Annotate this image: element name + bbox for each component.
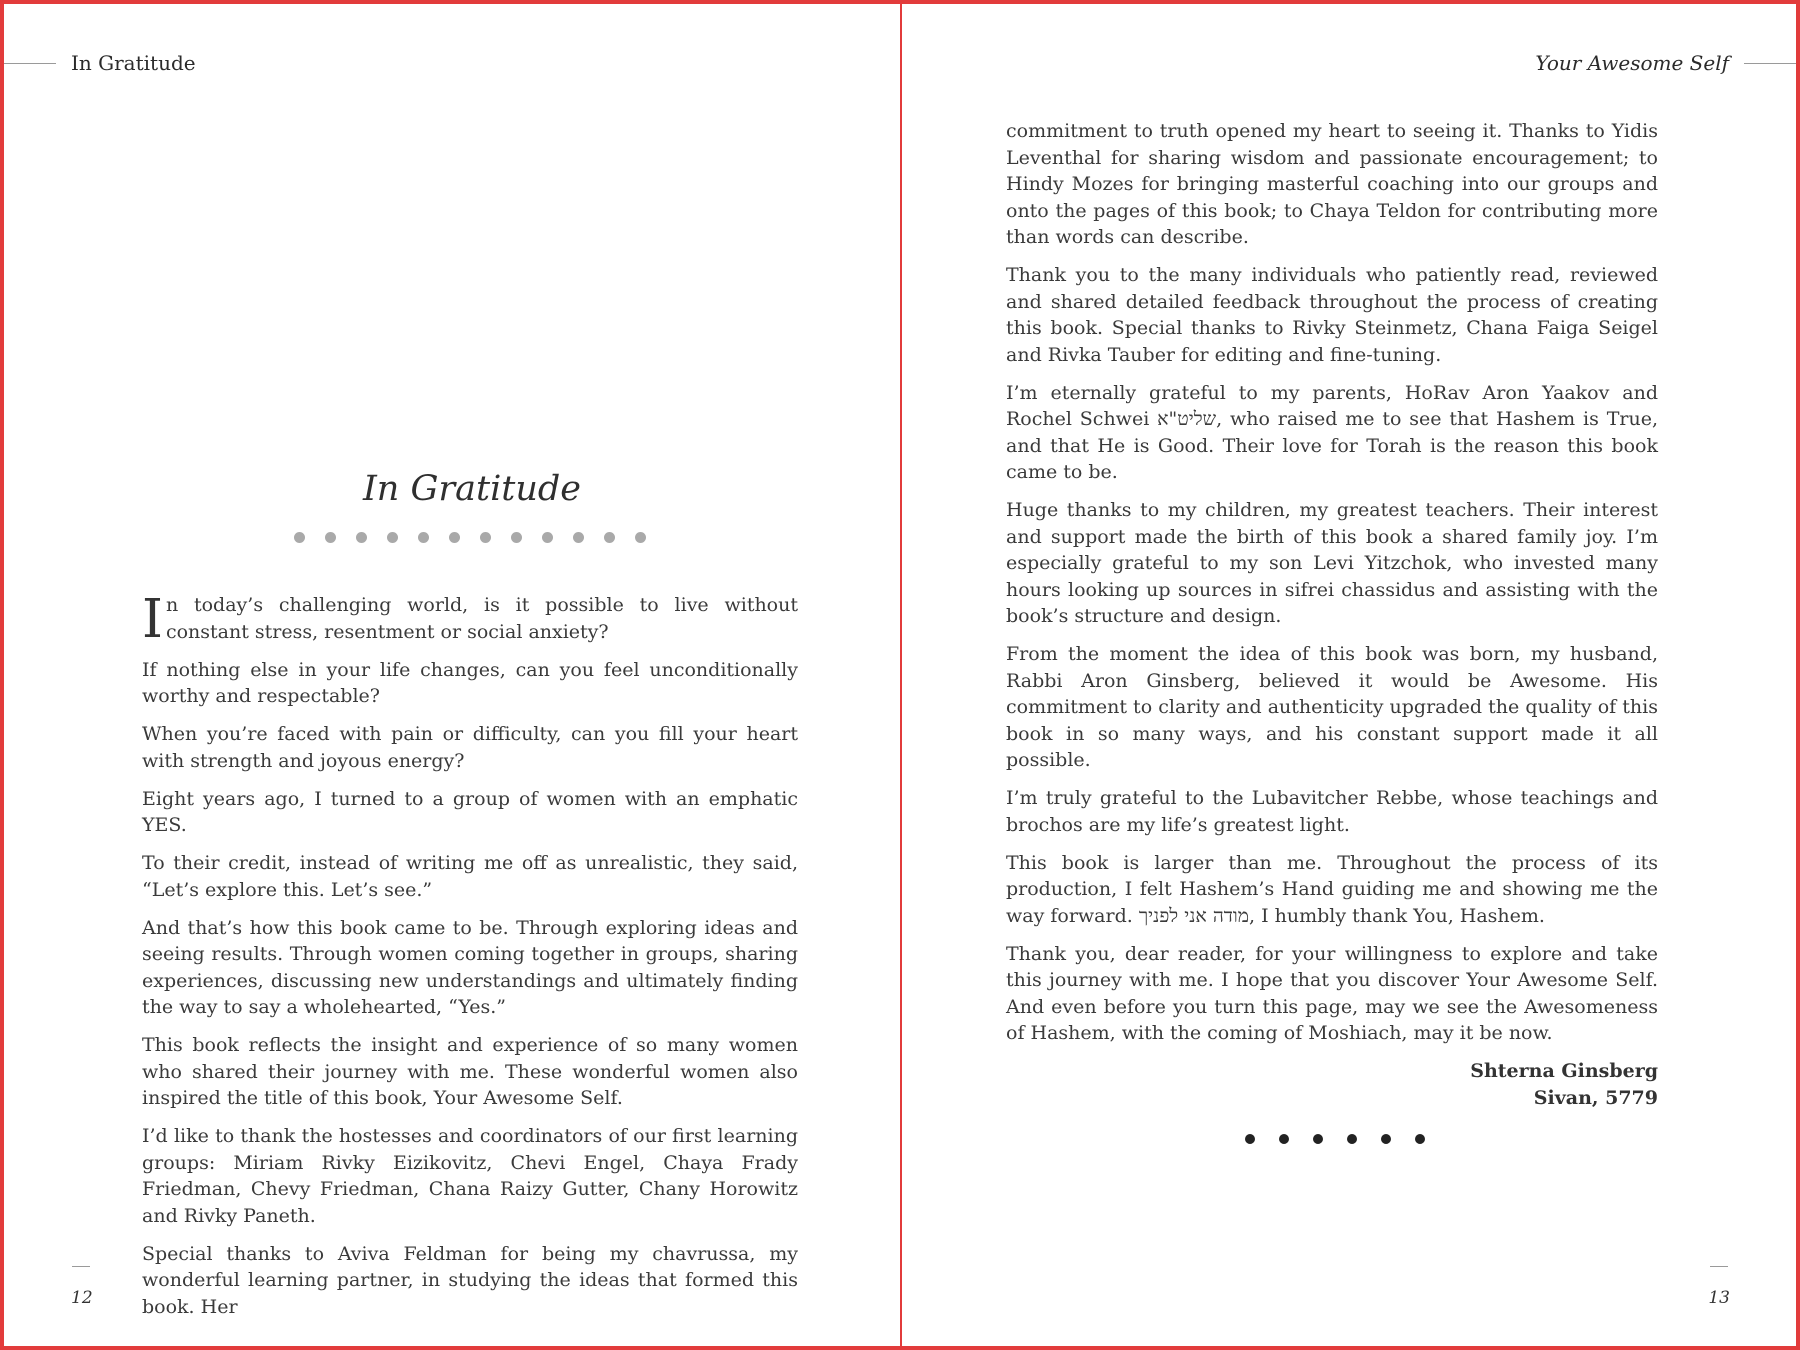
ornament-dot bbox=[480, 532, 491, 543]
chapter-title: In Gratitude bbox=[362, 469, 582, 510]
ornament-dot bbox=[1415, 1134, 1425, 1144]
ornament-dot bbox=[542, 532, 553, 543]
paragraph: I’m eternally grateful to my parents, HoRav Aron Yaakov and Rochel Schwei שליט"א, who raised me to see that Hashem is True, and that He is Good. Their love for Torah is the reason this book came to be. bbox=[1006, 381, 1658, 483]
paragraph: Eight years ago, I turned to a group of women with an emphatic YES. bbox=[142, 787, 798, 836]
page-number-rule bbox=[72, 1266, 90, 1267]
ornament-dot bbox=[294, 532, 305, 543]
paragraph: When you’re faced with pain or difficulty, can you fill your heart with strength and joyous energy? bbox=[142, 723, 798, 772]
ornament-dot bbox=[1279, 1134, 1289, 1144]
paragraph: Special thanks to Aviva Feldman for being my chavrussa, my wonderful learning partner, in studying the ideas that formed this book. Her bbox=[142, 1242, 798, 1318]
ornament-dot bbox=[387, 532, 398, 543]
page-number: 13 bbox=[1708, 1288, 1730, 1308]
running-head: Your Awesome Self bbox=[1535, 51, 1729, 75]
ornament-dot bbox=[356, 532, 367, 543]
running-head-rule bbox=[1744, 63, 1796, 64]
ornament-dot bbox=[1347, 1134, 1357, 1144]
running-head-rule bbox=[4, 63, 56, 64]
ornament-dot bbox=[1245, 1134, 1255, 1144]
ornament-dot bbox=[511, 532, 522, 543]
opening-paragraph bbox=[142, 589, 798, 650]
ornament-dot bbox=[325, 532, 336, 543]
right-body-text bbox=[1006, 118, 1658, 1123]
paragraph: To their credit, instead of writing me off as unrealistic, they said, “Let’s explore this. Let’s see.” bbox=[142, 852, 798, 901]
paragraph: And that’s how this book came to be. Through exploring ideas and seeing results. Through women coming together in groups, sharing experiences, discussing new understandings and ultimately finding the way to say a wholehearted, “Yes.” bbox=[142, 916, 798, 1018]
paragraph: commitment to truth opened my heart to seeing it. Thanks to Yidis Leventhal for sharing wisdom and passionate encouragement; to Hindy Mozes for bringing masterful coaching into our groups and onto the pages of this book; to Chaya Teldon for contributing more than words can describe. bbox=[1006, 120, 1658, 248]
paragraph: Huge thanks to my children, my greatest teachers. Their interest and support made the birth of this book a shared family joy. I’m especially grateful to my son Levi Yitzchok, who invested many hours looking up sources in sifrei chassidus and assisting with the book’s structure and design. bbox=[1006, 499, 1658, 627]
paragraph: I’d like to thank the hostesses and coordinators of our first learning groups: Miriam Rivky Eizikovitz, Chevi Engel, Chaya Frady Friedman, Chevy Friedman, Chana Raizy Gutter, Chany Horowitz and Rivky Paneth. bbox=[142, 1125, 798, 1227]
ornament-dot bbox=[635, 532, 646, 543]
opening-paragraph-text: n today’s challenging world, is it possible to live without constant stress, resentment or social anxiety? bbox=[165, 594, 798, 643]
paragraph: This book is larger than me. Throughout the process of its production, I felt Hashem’s Hand guiding me and showing me the way forward. מודה אני לפניך, I humbly thank You, Hashem. bbox=[1006, 851, 1658, 927]
paragraph: From the moment the idea of this book was born, my husband, Rabbi Aron Ginsberg, believed it would be Awesome. His commitment to clarity and authenticity upgraded the quality of this book in so many ways, and his constant support made it all possible. bbox=[1006, 643, 1658, 771]
running-head: In Gratitude bbox=[71, 51, 196, 75]
ornament-dots bbox=[294, 532, 646, 543]
paragraph: Thank you to the many individuals who patiently read, reviewed and shared detailed feedback throughout the process of creating this book. Special thanks to Rivky Steinmetz, Chana Faiga Seigel and Rivka Tauber for editing and fine-tuning. bbox=[1006, 264, 1658, 366]
paragraph: I’m truly grateful to the Lubavitcher Rebbe, whose teachings and brochos are my life’s greatest light. bbox=[1006, 787, 1658, 836]
signature-name: Shterna Ginsberg bbox=[1470, 1060, 1658, 1082]
ornament-dot bbox=[604, 532, 615, 543]
signature-date: Sivan, 5779 bbox=[1533, 1086, 1658, 1109]
left-body-text bbox=[142, 589, 798, 1332]
page-number-rule bbox=[1710, 1266, 1728, 1267]
page-number: 12 bbox=[71, 1288, 93, 1308]
section-end-dots bbox=[1245, 1134, 1425, 1144]
drop-cap: I bbox=[142, 589, 163, 650]
ornament-dot bbox=[1313, 1134, 1323, 1144]
ornament-dot bbox=[418, 532, 429, 543]
paragraph: This book reflects the insight and experience of so many women who shared their journey with me. These wonderful women also inspired the title of this book, Your Awesome Self. bbox=[142, 1034, 798, 1109]
ornament-dot bbox=[573, 532, 584, 543]
ornament-dot bbox=[1381, 1134, 1391, 1144]
paragraph: If nothing else in your life changes, can you feel unconditionally worthy and respectable? bbox=[142, 658, 798, 707]
ornament-dot bbox=[449, 532, 460, 543]
paragraph: Thank you, dear reader, for your willingness to explore and take this journey with me. I hope that you discover Your Awesome Self. And even before you turn this page, may we see the Awesomeness of Hashem, with the coming of Moshiach, may it be now. bbox=[1006, 942, 1658, 1044]
